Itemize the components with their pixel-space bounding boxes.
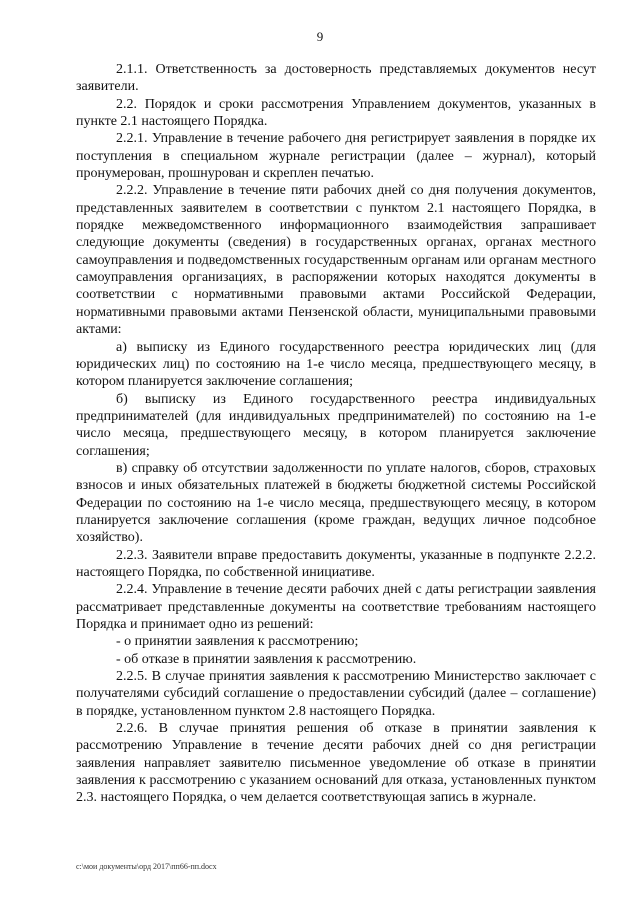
page-number: 9 <box>316 29 324 44</box>
decision-option-accept: - о принятии заявления к рассмотрению; <box>116 634 359 650</box>
paragraph-2-2: 2.2. Порядок и сроки рассмотрения Управлением документов, указанных в пункте 2.1 настоящего Порядка. <box>76 96 596 130</box>
paragraph-2-1-1: 2.1.1. Ответственность за достоверность представляемых документов несут заявители. <box>76 62 596 95</box>
paragraph-2-2-3: 2.2.3. Заявители вправе предоставить документы, указанные в подпункте 2.2.2. настоящего Порядка, по собственной инициативе. <box>76 547 596 580</box>
paragraph-2-2-5: 2.2.5. В случае принятия заявления к рассмотрению Министерство заключает с получателями субсидий соглашение о предоставлении субсидий (далее – соглашение) в порядке, установленном пунктом 2.8 настоящего Порядка. <box>76 669 596 719</box>
document-body <box>76 61 596 807</box>
list-item-b: б) выписку из Единого государственного реестра индивидуальных предпринимателей (для индивидуальных предпринимателей) по состоянию на 1-е число месяца, предшествующего месяцу, в котором планируется заключение соглашения; <box>76 391 596 459</box>
paragraph-2-2-1: 2.2.1. Управление в течение рабочего дня регистрирует заявления в порядке их поступления в специальном журнале регистрации (далее – журнал), который пронумерован, прошнурован и скреплен печатью. <box>76 131 596 182</box>
decision-option-reject: - об отказе в принятии заявления к рассмотрению. <box>116 651 417 667</box>
paragraph-2-2-6: 2.2.6. В случае принятия решения об отказе в принятии заявления к рассмотрению Управление в течение десяти рабочих дней со дня регистрации заявления направляет заявителю письменное уведомление об отказе в принятии заявления к рассмотрению с указанием оснований для отказа, установленных пунктом 2.3. настоящего Порядка, о чем делается соответствующая запись в журнале. <box>76 721 596 806</box>
paragraph-2-2-2: 2.2.2. Управление в течение пяти рабочих дней со дня получения документов, представленных заявителем в соответствии с пунктом 2.1 настоящего Порядка, в порядке межведомственного информационного взаимодействия запрашивает следующие документы (сведения) в государственных органах, органах местного самоуправления и подведомственных государственным органам или органам местного самоуправления организациях, в распоряжении которых находятся документы в соответствии с нормативными правовыми актами Российской Федерации, нормативными правовыми актами Пензенской области, муниципальными правовыми актами: <box>76 183 596 338</box>
footer-file-path: c:\мои документы\орд 2017\пп66-пп.docx <box>76 862 217 871</box>
list-item-a: а) выписку из Единого государственного реестра юридических лиц (для юридических лиц) по состоянию на 1-е число месяца, предшествующего месяцу, в котором планируется заключение соглашения; <box>76 339 596 390</box>
paragraph-2-2-4: 2.2.4. Управление в течение десяти рабочих дней с даты регистрации заявления рассматривает представленные документы на соответствие требованиям настоящего Порядка и принимает одно из решений: <box>76 582 596 632</box>
list-item-v: в) справку об отсутствии задолженности по уплате налогов, сборов, страховых взносов и иных обязательных платежей в бюджеты бюджетной системы Российской Федерации по состоянию на 1-е число месяца, предшествующего месяцу, в котором планируется заключение соглашения (кроме граждан, ведущих личное подсобное хозяйство). <box>76 460 596 546</box>
